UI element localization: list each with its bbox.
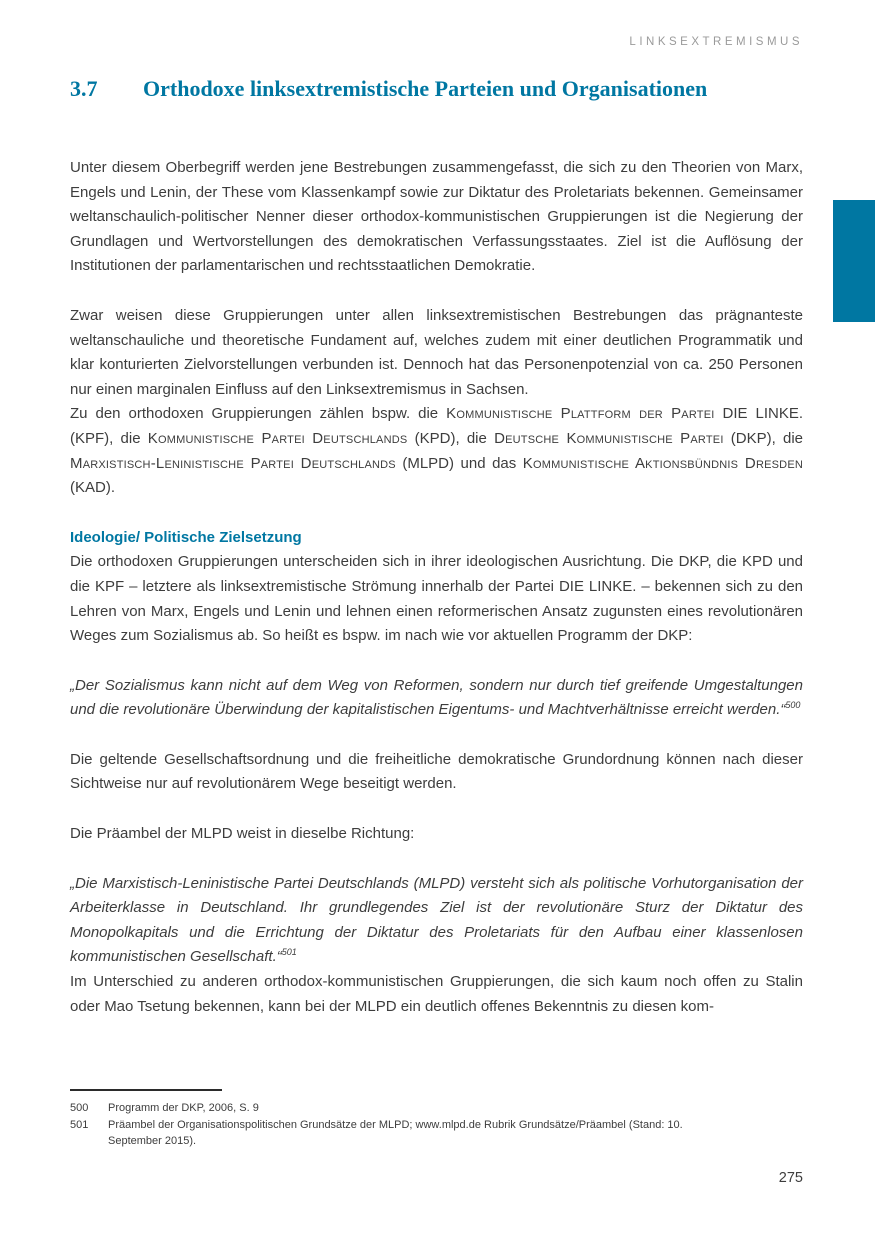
blockquote-dkp — [70, 674, 803, 723]
text-run: (MLPD) und das — [395, 454, 523, 472]
footnote-text: Programm der DKP, 2006, S. 9 — [108, 1102, 259, 1114]
text-run: DIE LINKE. (KPF), die — [70, 405, 803, 447]
footnote-marker-501: 501 — [281, 947, 297, 958]
footnote-rule — [70, 1089, 222, 1091]
party-name-mlpd: Marxistisch-Leninistische Partei Deutschlands — [70, 454, 396, 472]
text-run: (KPD), die — [407, 429, 495, 447]
party-name-kpf: Kommunistische Plattform der Partei — [446, 405, 715, 423]
footnote-number: 500 — [70, 1102, 89, 1114]
section-tab-marker — [833, 200, 875, 322]
running-header: LINKSEXTREMISMUS — [629, 36, 803, 48]
paragraph-ideology: Die orthodoxen Gruppierungen unterscheiden sich in ihrer ideologischen Ausrichtung. Die DKP, die KPD und die KPF – letztere als linksextremistische Strömung innerhalb der Partei DIE LINKE. – bekennen sich zu den Lehren von Marx, Engels und Lenin und lehnen einen reformerischen Ansatz zugunsten eines revolutionären Weges zum Sozialismus ab. So heißt es bspw. im nach wie vor aktuellen Programm der DKP: — [70, 553, 803, 645]
text-run: (DKP), die — [723, 429, 804, 447]
footnote-marker-500: 500 — [785, 700, 801, 711]
chapter-number: 3.7 — [70, 76, 98, 101]
party-name-kad: Kommunistische Aktionsbündnis Dresden — [522, 454, 804, 472]
text-run: Zu den orthodoxen Gruppierungen zählen bspw. die — [70, 405, 447, 423]
paragraph-praeambel-lead: Die Präambel der MLPD weist in dieselbe Richtung: — [70, 825, 415, 843]
paragraph-stalin-mao: Im Unterschied zu anderen orthodox-kommunistischen Gruppierungen, die sich kaum noch offen zu Stalin oder Mao Tsetung bekennen, kann bei der MLPD ein deutlich offenes Bekenntnis zu diesen kom- — [70, 973, 803, 1015]
party-name-dkp: Deutsche Kommunistische Partei — [494, 429, 724, 447]
quote-text: „Der Sozialismus kann nicht auf dem Weg von Reformen, sondern nur durch tief greifende Umgestaltungen und die revolutionäre Überwindung der kapitalistischen Eigentums- und Machtverhältnisse erreicht werden.“ — [70, 676, 803, 719]
footnote-section — [70, 1089, 803, 1150]
paragraph-order: Die geltende Gesellschaftsordnung und die freiheitliche demokratische Grundordnung können nach dieser Sichtweise nur auf revolutionärem Wege beseitigt werden. — [70, 750, 803, 793]
paragraph-groups — [70, 304, 803, 501]
footnote-text: Präambel der Organisationspolitischen Grundsätze der MLPD; www.mlpd.de Rubrik Grundsätze/Präambel (Stand: 10. September 2015). — [108, 1118, 683, 1147]
page-number: 275 — [778, 1170, 803, 1186]
section-subheading: Ideologie/ Politische Zielsetzung — [70, 528, 302, 546]
page-content — [70, 36, 803, 1019]
footnote-500 — [70, 1100, 803, 1117]
text-run: (KAD). — [70, 479, 115, 497]
chapter-title: Orthodoxe linksextremistische Parteien und Organisationen — [143, 76, 708, 101]
paragraph-intro: Unter diesem Oberbegriff werden jene Bestrebungen zusammengefasst, die sich zu den Theorien von Marx, Engels und Lenin, der These vom Klassenkampf sowie zur Diktatur des Proletariats bekennen. Gemeinsamer weltanschaulich-politischer Nenner dieser orthodox-kommunistischen Gruppierungen ist die Negierung der Grundlagen und Wertvorstellungen des demokratischen Verfassungsstaates. Ziel ist die Auflösung der Institutionen der parlamentarischen und rechtsstaatlichen Demokratie. — [70, 159, 803, 275]
footnote-number: 501 — [70, 1118, 89, 1131]
chapter-heading — [70, 76, 803, 102]
blockquote-mlpd-block — [70, 872, 803, 1020]
paragraph-potential: Zwar weisen diese Gruppierungen unter allen linksextremistischen Bestrebungen das prägnanteste weltanschauliche und theoretische Fundament auf, welches zudem mit einer deutlichen Programmatik und klar konturierten Zielvorstellungen verbunden ist. Dennoch hat das Personenpotenzial von ca. 250 Personen nur einen marginalen Einfluss auf den Linksextremismus in Sachsen. — [70, 306, 803, 398]
footnote-501 — [70, 1117, 803, 1150]
quote-text: „Die Marxistisch-Leninistische Partei Deutschlands (MLPD) versteht sich als politische Vorhutorganisation der Arbeiterklasse in Deutschland. Ihr grundlegendes Ziel ist der revolutionäre Sturz der Diktatur des Monopolkapitals und die Errichtung der Diktatur des Proletariats für den Aufbau einer klassenlosen kommunistischen Gesellschaft.“ — [70, 874, 803, 966]
party-name-kpd: Kommunistische Partei Deutschlands — [147, 429, 408, 447]
